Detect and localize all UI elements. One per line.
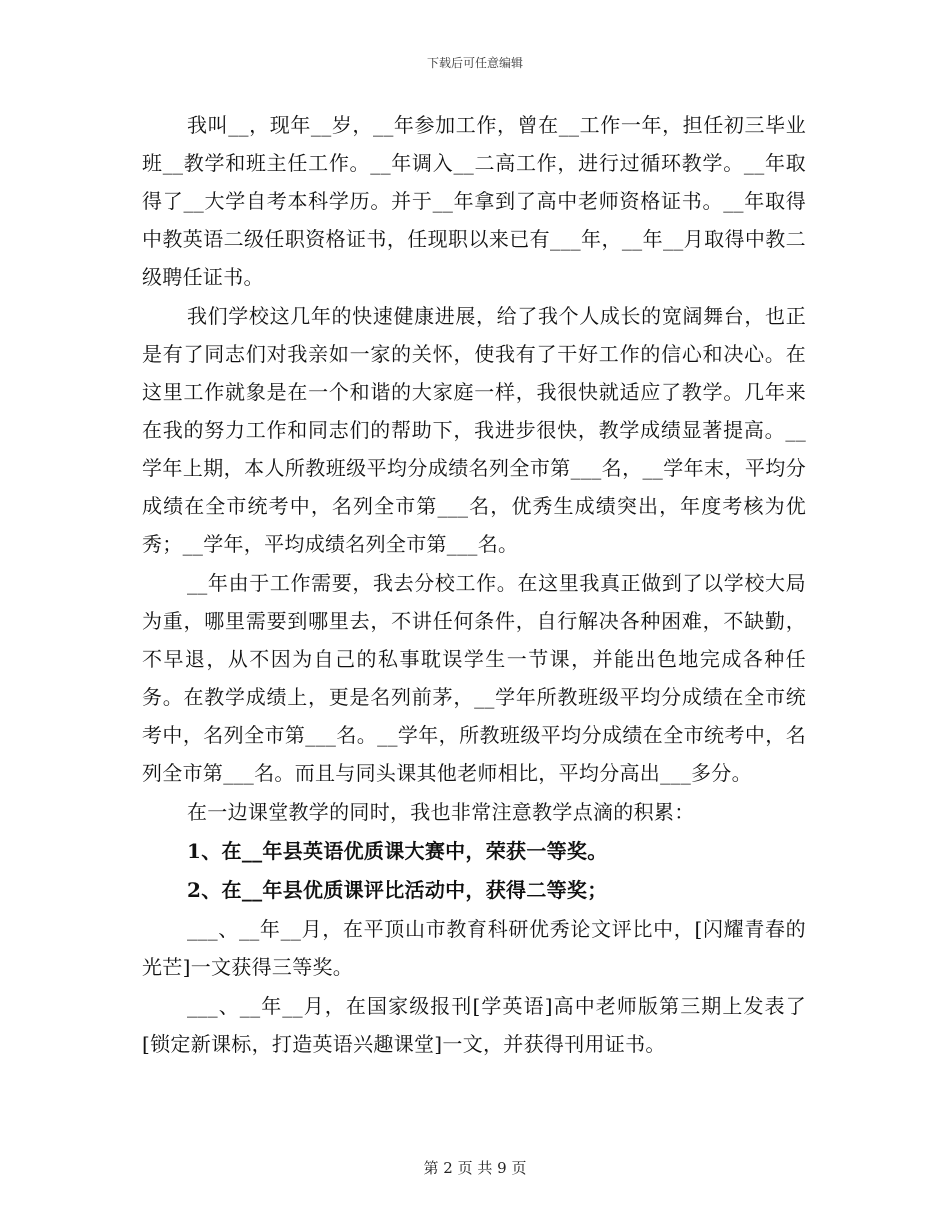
page-header: 下载后可任意编辑 [426, 56, 523, 70]
paragraph-accumulation: 在一边课堂教学的同时，我也非常注意教学点滴的积累： [187, 800, 695, 824]
document-body [142, 106, 806, 1063]
award-item-2: 2、在__年县优质课评比活动中，获得二等奖； [187, 878, 608, 902]
award-item-publication: ___、__年__月，在国家级报刊[学英语]高中老师版第三期上发表了[锁定新课标，打造英语兴趣课堂]一文，并获得刊用证书。 [142, 994, 806, 1056]
paragraph-school-growth: 我们学校这几年的快速健康进展，给了我个人成长的宽阔舞台，也正是有了同志们对我亲如一家的关怀，使我有了干好工作的信心和决心。在这里工作就象是在一个和谐的大家庭一样，我很快就适应了教学。几年来在我的努力工作和同志们的帮助下，我进步很快，教学成绩显著提高。__学年上期，本人所教班级平均分成绩名列全市第___名，__学年末，平均分成绩在全市统考中，名列全市第___名，优秀生成绩突出，年度考核为优秀；__学年，平均成绩名列全市第___名。 [142, 304, 806, 556]
award-item-1: 1、在__年县英语优质课大赛中，荣获一等奖。 [187, 839, 608, 863]
paragraph-intro: 我叫__，现年__岁，__年参加工作，曾在__工作一年，担任初三毕业班__教学和班主任工作。__年调入__二高工作，进行过循环教学。__年取得了__大学自考本科学历。并于__年拿到了高中老师资格证书。__年取得中教英语二级任职资格证书，任现职以来已有___年，__年__月取得中教二级聘任证书。 [142, 113, 806, 289]
page-footer: 第 2 页 共 9 页 [423, 1159, 527, 1177]
paragraph-branch-school: __年由于工作需要，我去分校工作。在这里我真正做到了以学校大局为重，哪里需要到哪里去，不讲任何条件，自行解决各种困难，不缺勤，不早退，从不因为自己的私事耽误学生一节课，并能出色地完成各种任务。在教学成绩上，更是名列前茅，__学年所教班级平均分成绩在全市统考中，名列全市第___名。__学年，所教班级平均分成绩在全市统考中，名列全市第___名。而且与同头课其他老师相比，平均分高出___多分。 [142, 571, 806, 785]
award-item-paper: ___、__年__月，在平顶山市教育科研优秀论文评比中，[闪耀青春的光芒]一文获得三等奖。 [142, 917, 806, 979]
